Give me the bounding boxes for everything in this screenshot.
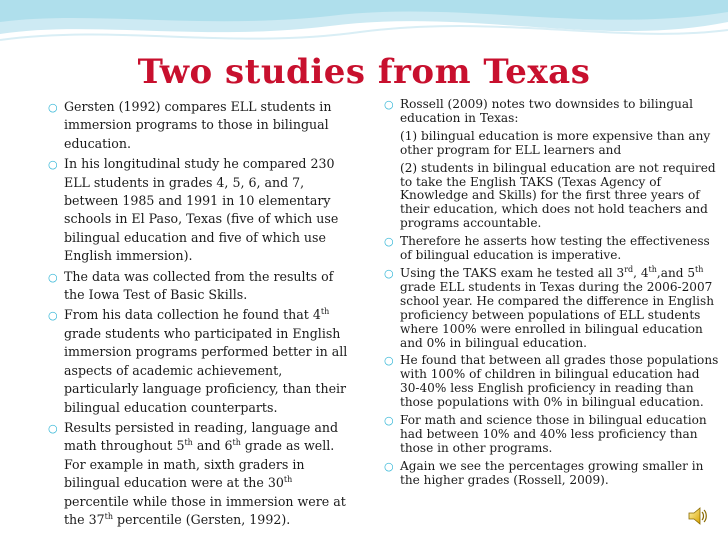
right-column: [384, 98, 720, 492]
bullet-icon: ○: [384, 414, 394, 428]
list-item: ○ From his data collection he found that 4th grade students who participated in English immersion programs performed better in all aspects of academic achievement, particularly language proficiency, than their bilingual education counterparts.: [48, 307, 348, 415]
bullet-icon: ○: [48, 270, 58, 284]
bullet-icon: ○: [384, 459, 394, 473]
bullet-icon: ○: [384, 354, 394, 368]
bullet-icon: ○: [384, 98, 394, 111]
list-item: ○ Therefore he asserts how testing the effectiveness of bilingual education is imperative.: [384, 234, 710, 263]
list-item: ○ For math and science those in bilingual education had between 10% and 40% less proficiency than those in other programs.: [384, 413, 707, 455]
sub-item: (2) students in bilingual education are not required to take the English TAKS (Texas Agency of Knowledge and Skills) for the first three years of their education, which does not hold teachers and programs accountable.: [400, 160, 716, 231]
list-item: ○ He found that between all grades those populations with 100% of children in bilingual education had 30-40% less English proficiency in reading than those populations with 0% in bilingual education.: [384, 353, 719, 410]
sub-item: (1) bilingual education is more expensive than any other program for ELL learners and: [400, 128, 711, 157]
list-item: ○ Results persisted in reading, language and math throughout 5th and 6th grade as well. For example in math, sixth graders in bilingual education were at the 30th percentile while those in immersion were at the 37th percentile (Gersten, 1992).: [48, 419, 346, 527]
list-item: ○ Gersten (1992) compares ELL students in immersion programs to those in bilingual education.: [48, 99, 332, 151]
bullet-icon: ○: [48, 101, 58, 114]
list-item: ○ The data was collected from the results of the Iowa Test of Basic Skills.: [48, 268, 334, 303]
list-item: ○ Again we see the percentages growing smaller in the higher grades (Rossell, 2009).: [384, 458, 704, 487]
bullet-icon: ○: [384, 266, 394, 280]
bullet-icon: ○: [48, 158, 58, 172]
slide-title: Two studies from Texas: [137, 52, 591, 92]
bullet-icon: ○: [48, 309, 58, 323]
speaker-icon[interactable]: [687, 505, 709, 527]
list-item: ○ Using the TAKS exam he tested all 3rd, 4th,and 5th grade ELL students in Texas during the 2006-2007 school year. He compared the difference in English proficiency between populations of ELL students where 100% were enrolled in bilingual education and 0% in bilingual education.: [384, 264, 715, 350]
left-column: [48, 98, 348, 531]
bullet-icon: ○: [48, 421, 58, 435]
bullet-icon: ○: [384, 235, 394, 249]
list-item: ○ Rossell (2009) notes two downsides to bilingual education in Texas:: [384, 97, 693, 125]
list-item: ○ In his longitudinal study he compared 230 ELL students in grades 4, 5, 6, and 7, between 1985 and 1991 in 10 elementary schools in El Paso, Texas (five of which use bilingual education and five of which use English immersion).: [48, 156, 339, 264]
